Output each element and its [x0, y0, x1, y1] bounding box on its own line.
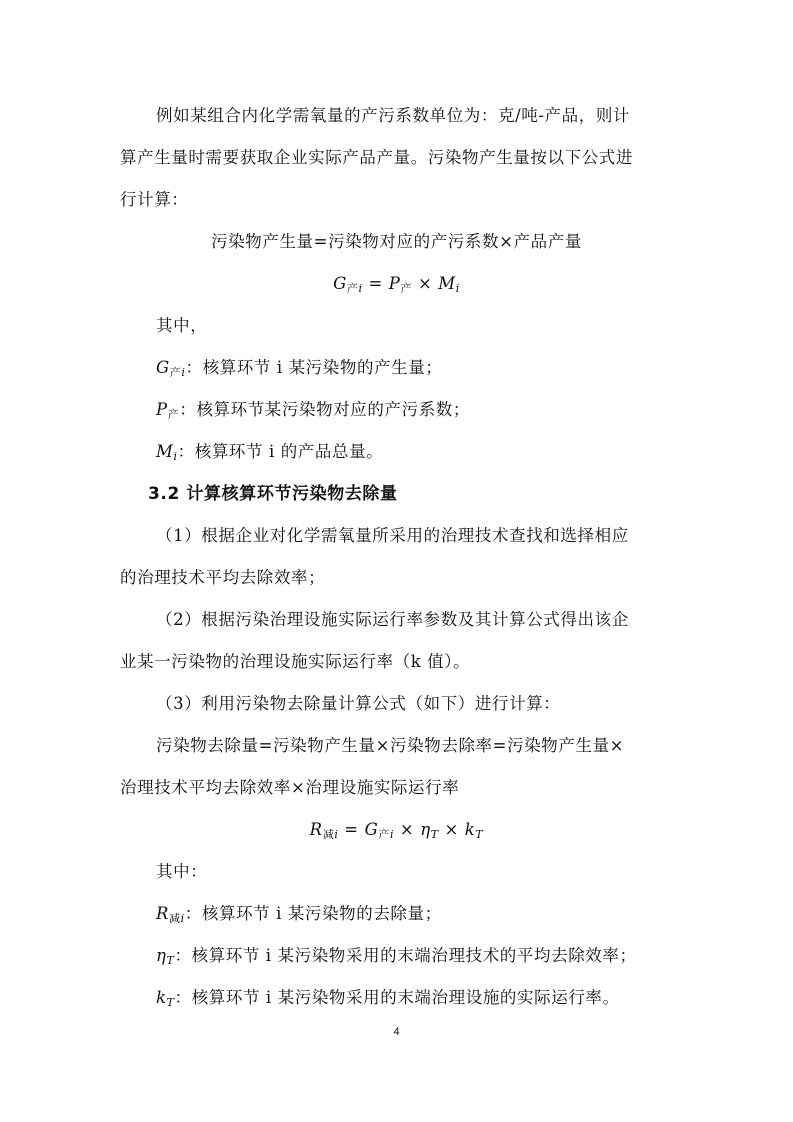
where-label: 其中， [156, 316, 208, 335]
sub-i: i [181, 366, 186, 379]
times-sign: × [438, 820, 465, 839]
var-r: R [156, 904, 170, 923]
def-eta [156, 944, 716, 968]
formula2-equation [0, 818, 793, 842]
var-p: P [156, 400, 168, 419]
sub-i: i [334, 828, 339, 841]
sub-cn: 产 [169, 366, 182, 379]
equals-sign: = [362, 274, 389, 293]
sub-cn: 产 [167, 408, 180, 421]
formula1-text: 污染物产生量=污染物对应的产污系数×产品产量 [211, 232, 582, 251]
paragraph-line: 例如某组合内化学需氧量的产污系数单位为：克/吨-产品，则计 [156, 106, 631, 125]
times-sign: × [394, 820, 421, 839]
def-p [156, 398, 716, 422]
def-r [156, 902, 716, 926]
var-eta: η [420, 820, 431, 839]
sub-t: T [475, 828, 484, 841]
var-r: R [309, 820, 323, 839]
list-item-3: （3）利用污染物去除量计算公式（如下）进行计算： [156, 694, 561, 713]
def-m [156, 440, 716, 464]
sub-cn: 减 [322, 828, 335, 841]
equals-sign: = [338, 820, 365, 839]
page-number: 4 [393, 1026, 400, 1038]
var-p: P [388, 274, 401, 293]
paragraph-line: 行计算： [120, 190, 189, 209]
var-g: G [333, 274, 347, 293]
list-item-1: （1）根据企业对化学需氧量所采用的治理技术查找和选择相应 [156, 526, 629, 545]
sub-i: i [173, 450, 178, 463]
where-label: 其中： [156, 862, 208, 881]
sub-i: i [358, 282, 363, 295]
sub-cn: 产 [378, 828, 390, 841]
def-text: ：核算环节 i 的产品总量。 [177, 442, 384, 461]
formula1-equation [0, 272, 793, 296]
def-text: ：核算环节 i 某污染物采用的末端治理设施的实际运行率。 [174, 988, 620, 1007]
sub-t: T [166, 954, 175, 967]
sub-i: i [455, 282, 460, 295]
var-k: k [464, 820, 476, 839]
var-m: M [156, 442, 174, 461]
paragraph-line: 算产生量时需要获取企业实际产品产量。污染物产生量按以下公式进 [120, 148, 633, 167]
def-text: ：核算环节 i 某污染物的去除量； [184, 904, 442, 923]
formula2-text-line2: 治理技术平均去除效率×治理设施实际运行率 [120, 778, 460, 797]
times-sign: × [412, 274, 439, 293]
var-g: G [364, 820, 379, 839]
sub-cn: 产 [346, 282, 359, 295]
formula2-text-line1: 污染物去除量=污染物产生量×污染物去除率=污染物产生量× [156, 736, 625, 755]
var-eta: η [156, 946, 167, 965]
sub-t: T [166, 996, 175, 1009]
def-text: ：核算环节 i 某污染物采用的末端治理技术的平均去除效率； [174, 946, 637, 965]
sub-i: i [389, 828, 395, 841]
sub-cn: 减 [169, 912, 181, 925]
var-k: k [156, 988, 167, 1007]
def-text: ：核算环节某污染物对应的产污系数； [179, 400, 471, 419]
def-k [156, 986, 716, 1010]
list-item-1-cont: 的治理技术平均去除效率； [120, 568, 326, 587]
def-text: ：核算环节 i 某污染物的产生量； [185, 358, 443, 377]
list-item-2-cont: 业某一污染物的治理设施实际运行率（k 值）。 [120, 652, 471, 671]
sub-i: i [180, 912, 185, 925]
def-g [156, 356, 716, 380]
sub-t: T [430, 828, 439, 841]
sub-cn: 产 [400, 282, 413, 295]
var-m: M [438, 274, 456, 293]
section-heading: 3.2 计算核算环节污染物去除量 [148, 484, 398, 504]
var-g: G [156, 358, 170, 377]
list-item-2: （2）根据污染治理设施实际运行率参数及其计算公式得出该企 [156, 610, 629, 629]
